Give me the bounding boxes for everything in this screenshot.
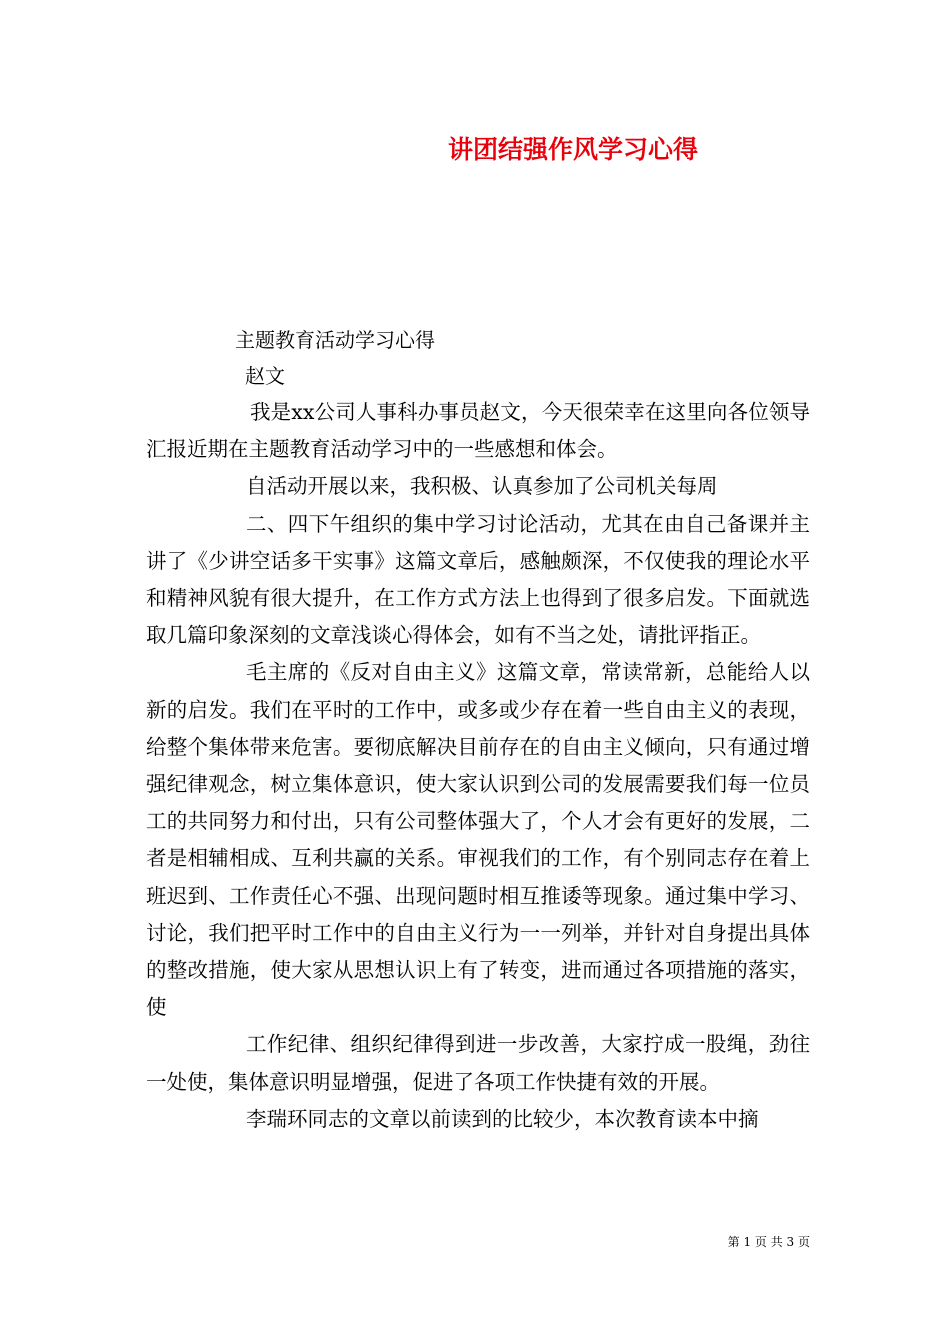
paragraph: 毛主席的《反对自由主义》这篇文章，常读常新，总能给人以新的启发。我们在平时的工作中，或多或少存在着一些自由主义的表现，给整个集体带来危害。要彻底解决目前存在的自由主义倾向，只有通过增强纪律观念，树立集体意识，使大家认识到公司的发展需要我们每一位员工的共同努力和付出，只有公司整体强大了，个人才会有更好的发展，二者是相辅相成、互利共赢的关系。审视我们的工作，有个别同志存在着上班迟到、工作责任心不强、出现问题时相互推诿等现象。通过集中学习、讨论，我们把平时工作中的自由主义行为一一列举，并针对自身提出具体的整改措施，使大家从思想认识上有了转变，进而通过各项措施的落实，使	[146, 660, 810, 1020]
paragraph: 我是xx公司人事科办事员赵文，今天很荣幸在这里向各位领导汇报近期在主题教育活动学习中的一些感想和体会。	[146, 400, 810, 462]
document-body	[146, 394, 810, 1138]
author-name: 赵文	[245, 364, 285, 388]
paragraph: 工作纪律、组织纪律得到进一步改善，大家拧成一股绳，劲往一处使，集体意识明显增强，促进了各项工作快捷有效的开展。	[146, 1032, 810, 1094]
paragraph: 李瑞环同志的文章以前读到的比较少，本次教育读本中摘	[246, 1106, 759, 1131]
page-number-footer: 第 1 页 共 3 页	[727, 1235, 810, 1249]
document-title: 讲团结强作风学习心得	[448, 135, 699, 164]
paragraph: 自活动开展以来，我积极、认真参加了公司机关每周	[246, 474, 718, 499]
paragraph: 二、四下午组织的集中学习讨论活动，尤其在由自己备课并主讲了《少讲空话多干实事》这篇文章后，感触颇深，不仅使我的理论水平和精神风貌有很大提升，在工作方式方法上也得到了很多启发。下面就选取几篇印象深刻的文章浅谈心得体会，如有不当之处，请批评指正。	[146, 511, 810, 648]
document-subtitle: 主题教育活动学习心得	[235, 328, 435, 352]
